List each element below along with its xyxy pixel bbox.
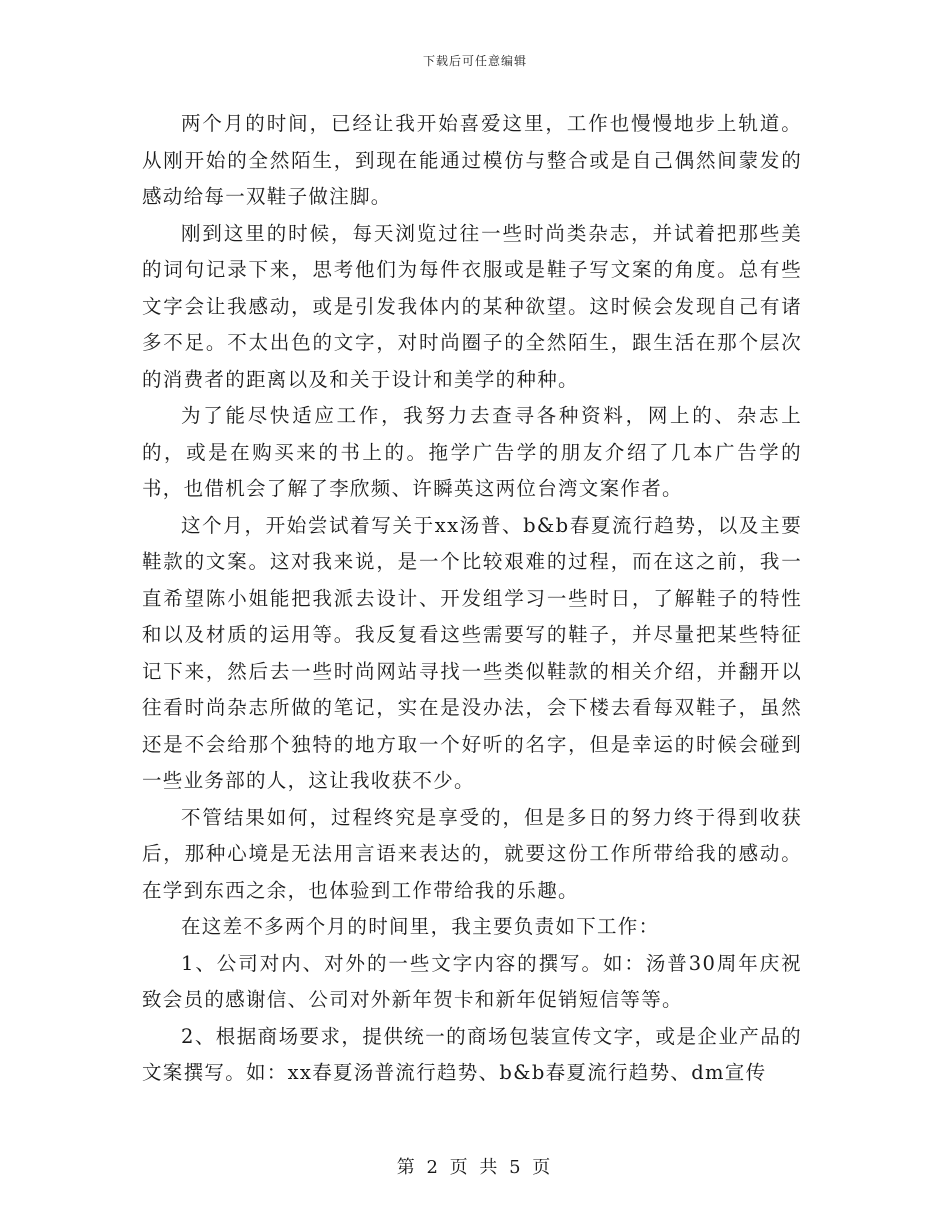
- paragraph: 1、公司对内、对外的一些文字内容的撰写。如：汤普30周年庆祝致会员的感谢信、公司对外新年贺卡和新年促销短信等等。: [142, 951, 802, 1011]
- paragraph: 不管结果如何，过程终究是享受的，但是多日的努力终于得到收获后，那种心境是无法用言语来表达的，就要这份工作所带给我的感动。在学到东西之余，也体验到工作带给我的乐趣。: [142, 805, 802, 902]
- page-header-note: 下载后可任意编辑: [422, 54, 527, 68]
- paragraph: 为了能尽快适应工作，我努力去查寻各种资料，网上的、杂志上的，或是在购买来的书上的。拖学广告学的朋友介绍了几本广告学的书，也借机会了解了李欣频、许瞬英这两位台湾文案作者。: [142, 404, 802, 500]
- paragraph: 在这差不多两个月的时间里，我主要负责如下工作：: [181, 915, 660, 938]
- document-body: [142, 106, 802, 1092]
- paragraph: 两个月的时间，已经让我开始喜爱这里，工作也慢慢地步上轨道。从刚开始的全然陌生，到现在能通过模仿与整合或是自己偶然间蒙发的感动给每一双鞋子做注脚。: [142, 112, 802, 208]
- paragraph: 2、根据商场要求，提供统一的商场包装宣传文字，或是企业产品的文案撰写。如：xx春夏汤普流行趋势、b&b春夏流行趋势、dm宣传: [142, 1024, 802, 1084]
- paragraph: 刚到这里的时候，每天浏览过往一些时尚类杂志，并试着把那些美的词句记录下来，思考他们为每件衣服或是鞋子写文案的角度。总有些文字会让我感动，或是引发我体内的某种欲望。这时候会发现自己有诸多不足。不太出色的文字，对时尚圈子的全然陌生，跟生活在那个层次的消费者的距离以及和关于设计和美学的种种。: [142, 221, 802, 391]
- page-number-footer: 第 2 页 共 5 页: [396, 1157, 554, 1178]
- paragraph: 这个月，开始尝试着写关于xx汤普、b&b春夏流行趋势，以及主要鞋款的文案。这对我来说，是一个比较艰难的过程，而在这之前，我一直希望陈小姐能把我派去设计、开发组学习一些时日，了解鞋子的特性和以及材质的运用等。我反复看这些需要写的鞋子，并尽量把某些特征记下来，然后去一些时尚网站寻找一些类似鞋款的相关介绍，并翻开以往看时尚杂志所做的笔记，实在是没办法，会下楼去看每双鞋子，虽然还是不会给那个独特的地方取一个好听的名字，但是幸运的时候会碰到一些业务部的人，这让我收获不少。: [142, 513, 802, 792]
